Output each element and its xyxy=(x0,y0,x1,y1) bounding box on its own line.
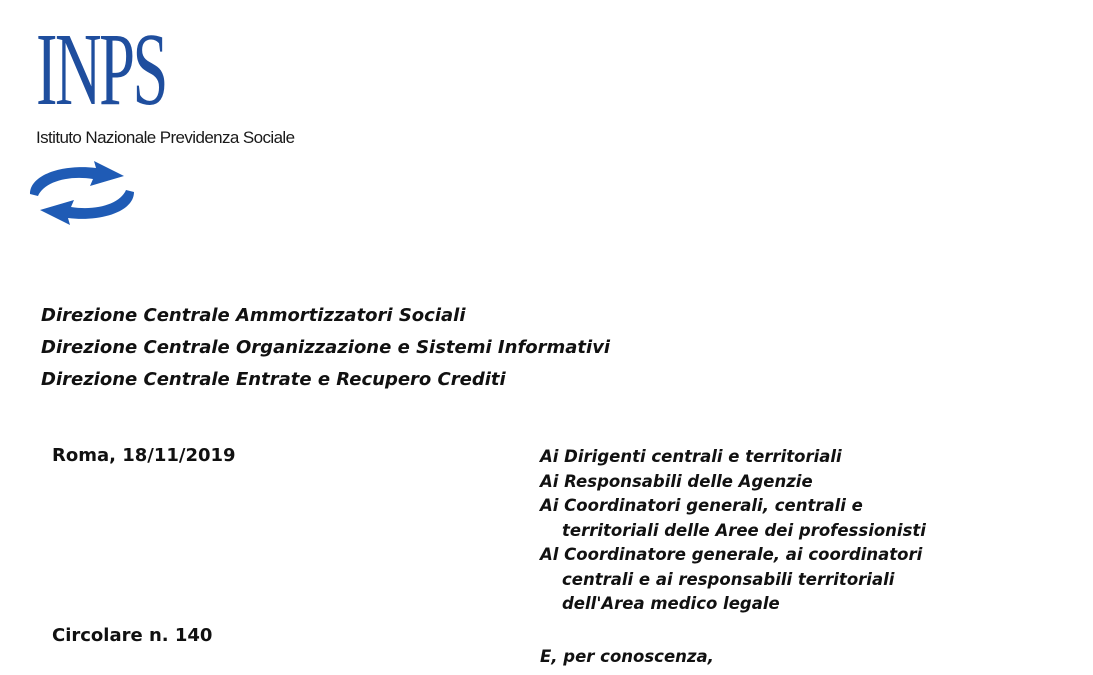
institute-name: Istituto Nazionale Previdenza Sociale xyxy=(36,128,295,147)
directorate-line: Direzione Centrale Ammortizzatori Sociali xyxy=(41,305,466,326)
directorate-list xyxy=(41,300,610,396)
recipient-line: Ai Coordinatori generali, centrali e xyxy=(540,496,863,515)
recipient-continuation: centrali e ai responsabili territoriali xyxy=(562,569,895,589)
recipient-item xyxy=(540,543,1060,617)
recipient-continuation: dell'Area medico legale xyxy=(562,594,780,613)
cc-label: E, per conoscenza, xyxy=(540,647,714,666)
circular-arrows-icon xyxy=(24,160,140,226)
recipient-item xyxy=(540,445,1060,470)
recipient-continuation: territoriali delle Aree dei professionisti xyxy=(562,520,926,540)
recipient-line: Al Coordinatore generale, ai coordinatori xyxy=(540,545,923,564)
recipient-line: Ai Dirigenti centrali e territoriali xyxy=(540,447,842,466)
place-date: Roma, 18/11/2019 xyxy=(52,445,236,466)
recipient-line: Ai Responsabili delle Agenzie xyxy=(540,471,813,491)
recipient-item xyxy=(540,494,1060,543)
directorate-line: Direzione Centrale Organizzazione e Sistemi Informativi xyxy=(41,337,611,358)
inps-wordmark-logo: INPS xyxy=(36,12,166,127)
recipient-item xyxy=(540,470,1060,495)
directorate-line: Direzione Centrale Entrate e Recupero Crediti xyxy=(41,369,506,390)
recipient-list xyxy=(540,445,1060,617)
circular-number: Circolare n. 140 xyxy=(52,625,213,646)
